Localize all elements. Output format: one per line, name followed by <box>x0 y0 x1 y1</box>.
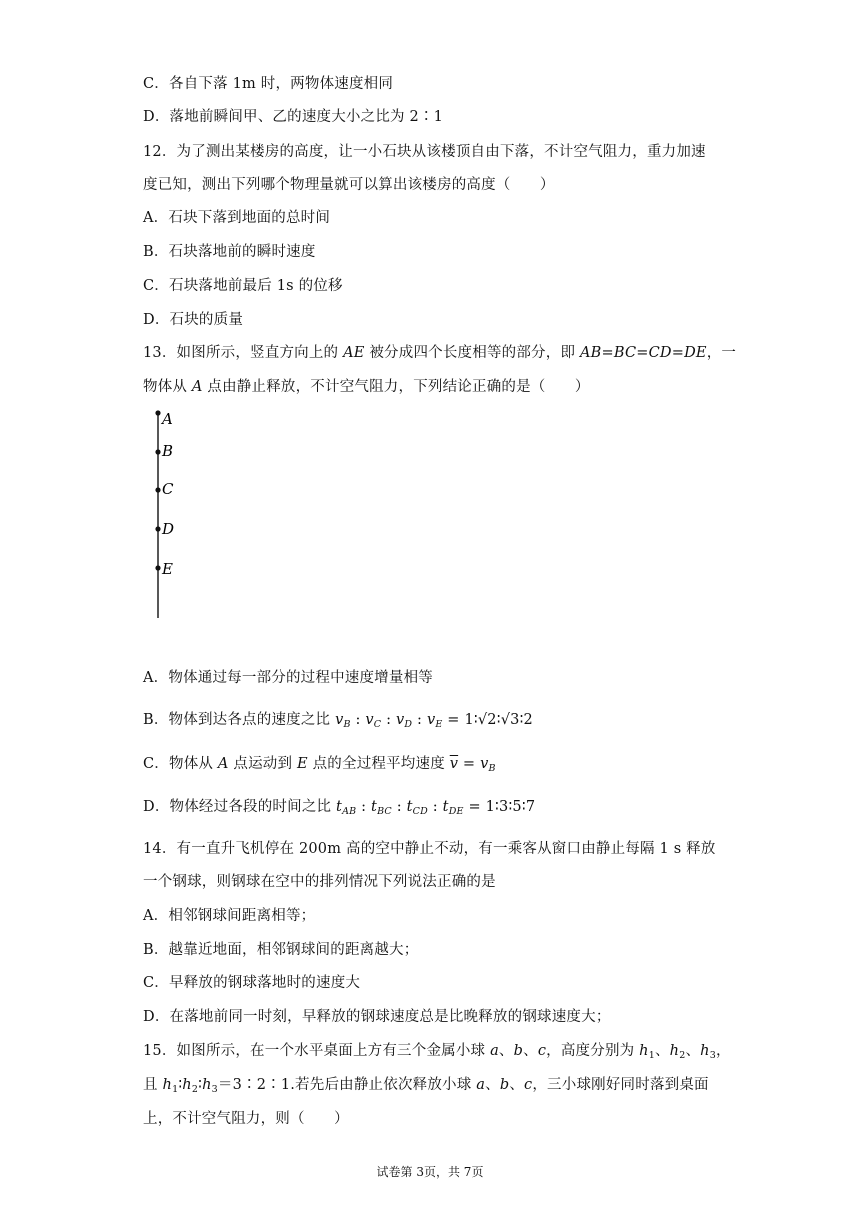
point-e-label: E <box>162 560 173 578</box>
option-a-q12: A．石块下落到地面的总时间 <box>143 210 331 226</box>
option-c-q11: C．各自下落 1m 时，两物体速度相同 <box>143 76 394 92</box>
vertical-line-figure <box>140 404 200 624</box>
point-b-dot <box>155 449 160 454</box>
question-15-line-1: 15．如图所示，在一个水平桌面上方有三个金属小球 a、b、c，高度分别为 $h_1$、$h_2$、$h_3$， <box>143 1043 731 1061</box>
point-e-dot <box>155 565 160 570</box>
point-d-label: D <box>162 520 175 538</box>
point-a-dot <box>155 410 160 415</box>
question-14-line-2: 一个钢球，则钢球在空中的排列情况下列说法正确的是 <box>143 874 496 890</box>
option-d-q11: D．落地前瞬间甲、乙的速度大小之比为 2∶1 <box>143 109 444 125</box>
question-12-line-1: 12．为了测出某楼房的高度，让一小石块从该楼顶自由下落，不计空气阻力，重力加速 <box>143 144 706 160</box>
point-d-dot <box>155 526 160 531</box>
point-c-dot <box>155 487 160 492</box>
option-b-q12: B．石块落地前的瞬时速度 <box>143 244 316 260</box>
question-15-line-3: 上，不计空气阻力，则（ ） <box>143 1111 349 1127</box>
point-a-label: A <box>162 410 173 428</box>
option-c-q13: C．物体从 A 点运动到 E 点的全过程平均速度 $\overline{v} = v_B$ <box>143 756 496 774</box>
question-12-line-2: 度已知，测出下列哪个物理量就可以算出该楼房的高度（ ） <box>143 177 555 193</box>
question-15-line-2: 且 $h_1∶h_2∶h_3=3∶2∶1$.若先后由静止依次释放小球 a、b、c，三小球刚好同时落到桌面 <box>143 1077 709 1095</box>
option-a-q14: A．相邻钢球间距离相等； <box>143 908 316 924</box>
page-footer: 试卷第 3页，共 7页 <box>376 1165 484 1179</box>
point-c-label: C <box>162 480 174 498</box>
option-c-q14: C．早释放的钢球落地时的速度大 <box>143 975 361 991</box>
option-d-q12: D．石块的质量 <box>143 312 244 328</box>
question-13-line-2: 物体从 A 点由静止释放，不计空气阻力，下列结论正确的是（ ） <box>143 379 590 395</box>
point-b-label: B <box>162 442 174 460</box>
option-c-q12: C．石块落地前最后 1s 的位移 <box>143 278 343 294</box>
question-13-line-1: 13．如图所示，竖直方向上的 AE 被分成四个长度相等的部分，即 AB=BC=CD=DE，一 <box>143 345 737 361</box>
option-a-q13: A．物体通过每一部分的过程中速度增量相等 <box>143 670 433 686</box>
option-d-q13: D．物体经过各段的时间之比 $t_{AB}$ : $t_{BC}$ : $t_{CD}$ : $t_{DE}$ = 1∶3∶5∶7 <box>143 799 536 817</box>
option-d-q14: D．在落地前同一时刻，早释放的钢球速度总是比晚释放的钢球速度大； <box>143 1009 611 1025</box>
option-b-q14: B．越靠近地面，相邻钢球间的距离越大； <box>143 942 419 958</box>
option-b-q13: B．物体到达各点的速度之比 $v_B$ : $v_C$ : $v_D$ : $v_E$ = 1∶√2∶√3∶2 <box>143 712 533 730</box>
question-14-line-1: 14．有一直升飞机停在 200m 高的空中静止不动，有一乘客从窗口由静止每隔 1 s 释放 <box>143 841 716 857</box>
